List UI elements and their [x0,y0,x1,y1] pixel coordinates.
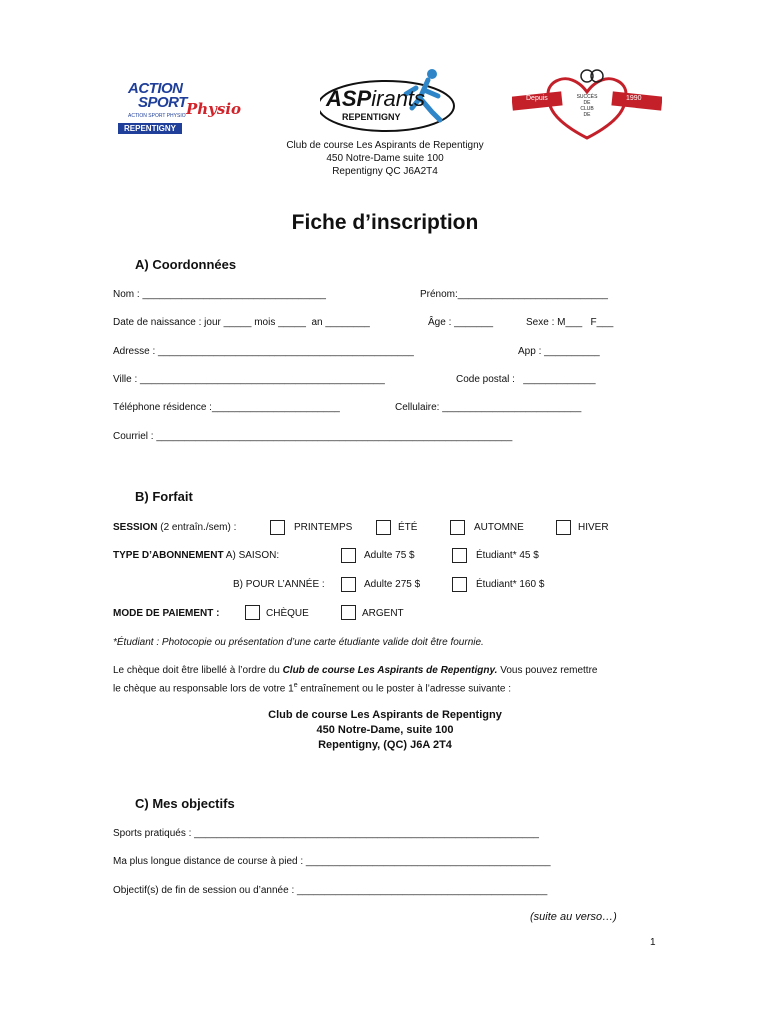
section-c-heading: C) Mes objectifs [135,796,235,811]
cheque-paragraph-line1 [113,665,597,676]
adulte-saison-checkbox[interactable] [341,548,356,563]
etudiant-note: *Étudiant : Photocopie ou présentation d’une carte étudiante valide doit être fournie. [113,637,484,648]
hiver-checkbox[interactable] [556,520,571,535]
app-field[interactable]: App : __________ [518,346,600,357]
suite-au-verso: (suite au verso…) [530,911,617,923]
header-address-line1: Club de course Les Aspirants de Repentigny [286,140,484,151]
printemps-label: PRINTEMPS [294,522,353,533]
hiver-label: HIVER [578,522,609,533]
logo-small-text: ACTION SPORT PHYSIO [128,113,186,119]
age-field[interactable]: Âge : _______ [428,317,494,328]
cheque-checkbox[interactable] [245,605,260,620]
type-abonnement-bold: TYPE D’ABONNEMENT [113,550,224,561]
cheque-paragraph-line2 [113,682,511,694]
adulte-annee-label: Adulte 275 $ [364,579,421,590]
heart-center-text [567,94,607,118]
nom-field[interactable]: Nom : _________________________________ [113,289,326,300]
session-label-bold: SESSION [113,522,158,533]
header-address-line2: 450 Notre-Dame suite 100 [326,153,444,164]
logo-repentigny-bar: REPENTIGNY [118,123,182,134]
aspirants-wordmark [326,86,425,112]
etudiant-saison-checkbox[interactable] [452,548,467,563]
prenom-field[interactable]: Prénom:___________________________ [420,289,608,300]
date-naissance-field[interactable]: Date de naissance : jour _____ mois _____ an ________ [113,317,370,328]
sexe-field[interactable]: Sexe : M___ F___ [526,317,614,328]
ete-label: ÉTÉ [398,522,418,533]
para1-club: Club de course Les Aspirants de Repentigny. [282,665,498,676]
adresse-field[interactable]: Adresse : ______________________________________________ [113,346,414,357]
para2-start: le chèque au responsable lors de votre 1 [113,683,294,695]
para2-sup: e [293,682,298,689]
adulte-saison-label: Adulte 75 $ [364,550,415,561]
ville-field[interactable]: Ville : ____________________________________________ [113,374,385,385]
objectif-field[interactable]: Objectif(s) de fin de session ou d’année : _____________________________________________ [113,885,548,896]
etudiant-annee-checkbox[interactable] [452,577,467,592]
etudiant-annee-label: Étudiant* 160 $ [476,579,545,590]
heart-text-line: DE [583,100,591,106]
logo-sport-text: SPORT [138,94,187,111]
printemps-checkbox[interactable] [270,520,285,535]
header-address [235,139,535,178]
automne-checkbox[interactable] [450,520,465,535]
mode-paiement-label: MODE DE PAIEMENT : [113,608,220,619]
aspirants-brand-rest: irants [371,86,426,111]
para1-end: Vous pouvez remettre [497,665,598,676]
sports-field[interactable]: Sports pratiqués : ______________________________________________________________ [113,828,539,839]
action-sport-physio-logo [116,80,246,138]
adulte-annee-checkbox[interactable] [341,577,356,592]
session-label [113,522,236,533]
aspirants-city: REPENTIGNY [342,112,401,122]
section-a-heading: A) Coordonnées [135,257,237,272]
etudiant-saison-label: Étudiant* 45 $ [476,550,539,561]
argent-checkbox[interactable] [341,605,356,620]
heart-text-line: DE [583,112,591,118]
heart-left-band: Depuis [526,95,548,102]
automne-label: AUTOMNE [474,522,524,533]
type-annee-label: B) POUR L’ANNÉE : [233,579,325,590]
heart-right-band: 1990 [626,95,642,102]
mailing-address-line3: Repentigny, (QC) J6A 2T4 [318,739,452,751]
heart-text-line: SUCCÈS [576,94,598,100]
logo-physio-script: Physio [186,100,242,118]
courriel-field[interactable]: Courriel : ________________________________________________________________ [113,431,513,442]
mailing-address-line1: Club de course Les Aspirants de Repentigny [268,709,502,721]
cheque-label: CHÈQUE [266,608,309,619]
heart-text-line: CLUB [580,106,594,112]
para1-start: Le chèque doit être libellé à l’ordre du [113,665,283,676]
type-saison-label: A) SAISON: [223,550,280,561]
code-postal-field[interactable]: Code postal : _____________ [456,374,596,385]
argent-label: ARGENT [362,608,404,619]
aspirants-logo [320,68,465,134]
page-title: Fiche d’inscription [291,211,479,234]
ete-checkbox[interactable] [376,520,391,535]
cellulaire-field[interactable]: Cellulaire: _________________________ [395,402,582,413]
page-number: 1 [650,937,656,948]
succes-heart-logo [512,68,662,140]
logo-action-text: ACTION [128,80,183,97]
mailing-address [185,708,585,753]
distance-field[interactable]: Ma plus longue distance de course à pied : ____________________________________________ [113,856,551,867]
mailing-address-line2: 450 Notre-Dame, suite 100 [316,724,454,736]
telephone-field[interactable]: Téléphone résidence :_______________________ [113,402,340,413]
aspirants-brand-bold: ASP [326,86,372,111]
session-note: (2 entraîn./sem) : [157,522,237,533]
header-address-line3: Repentigny QC J6A2T4 [332,166,438,177]
section-b-heading: B) Forfait [135,489,193,504]
para2-end: entraînement ou le poster à l’adresse suivante : [297,683,512,695]
type-abonnement-label [113,550,279,561]
